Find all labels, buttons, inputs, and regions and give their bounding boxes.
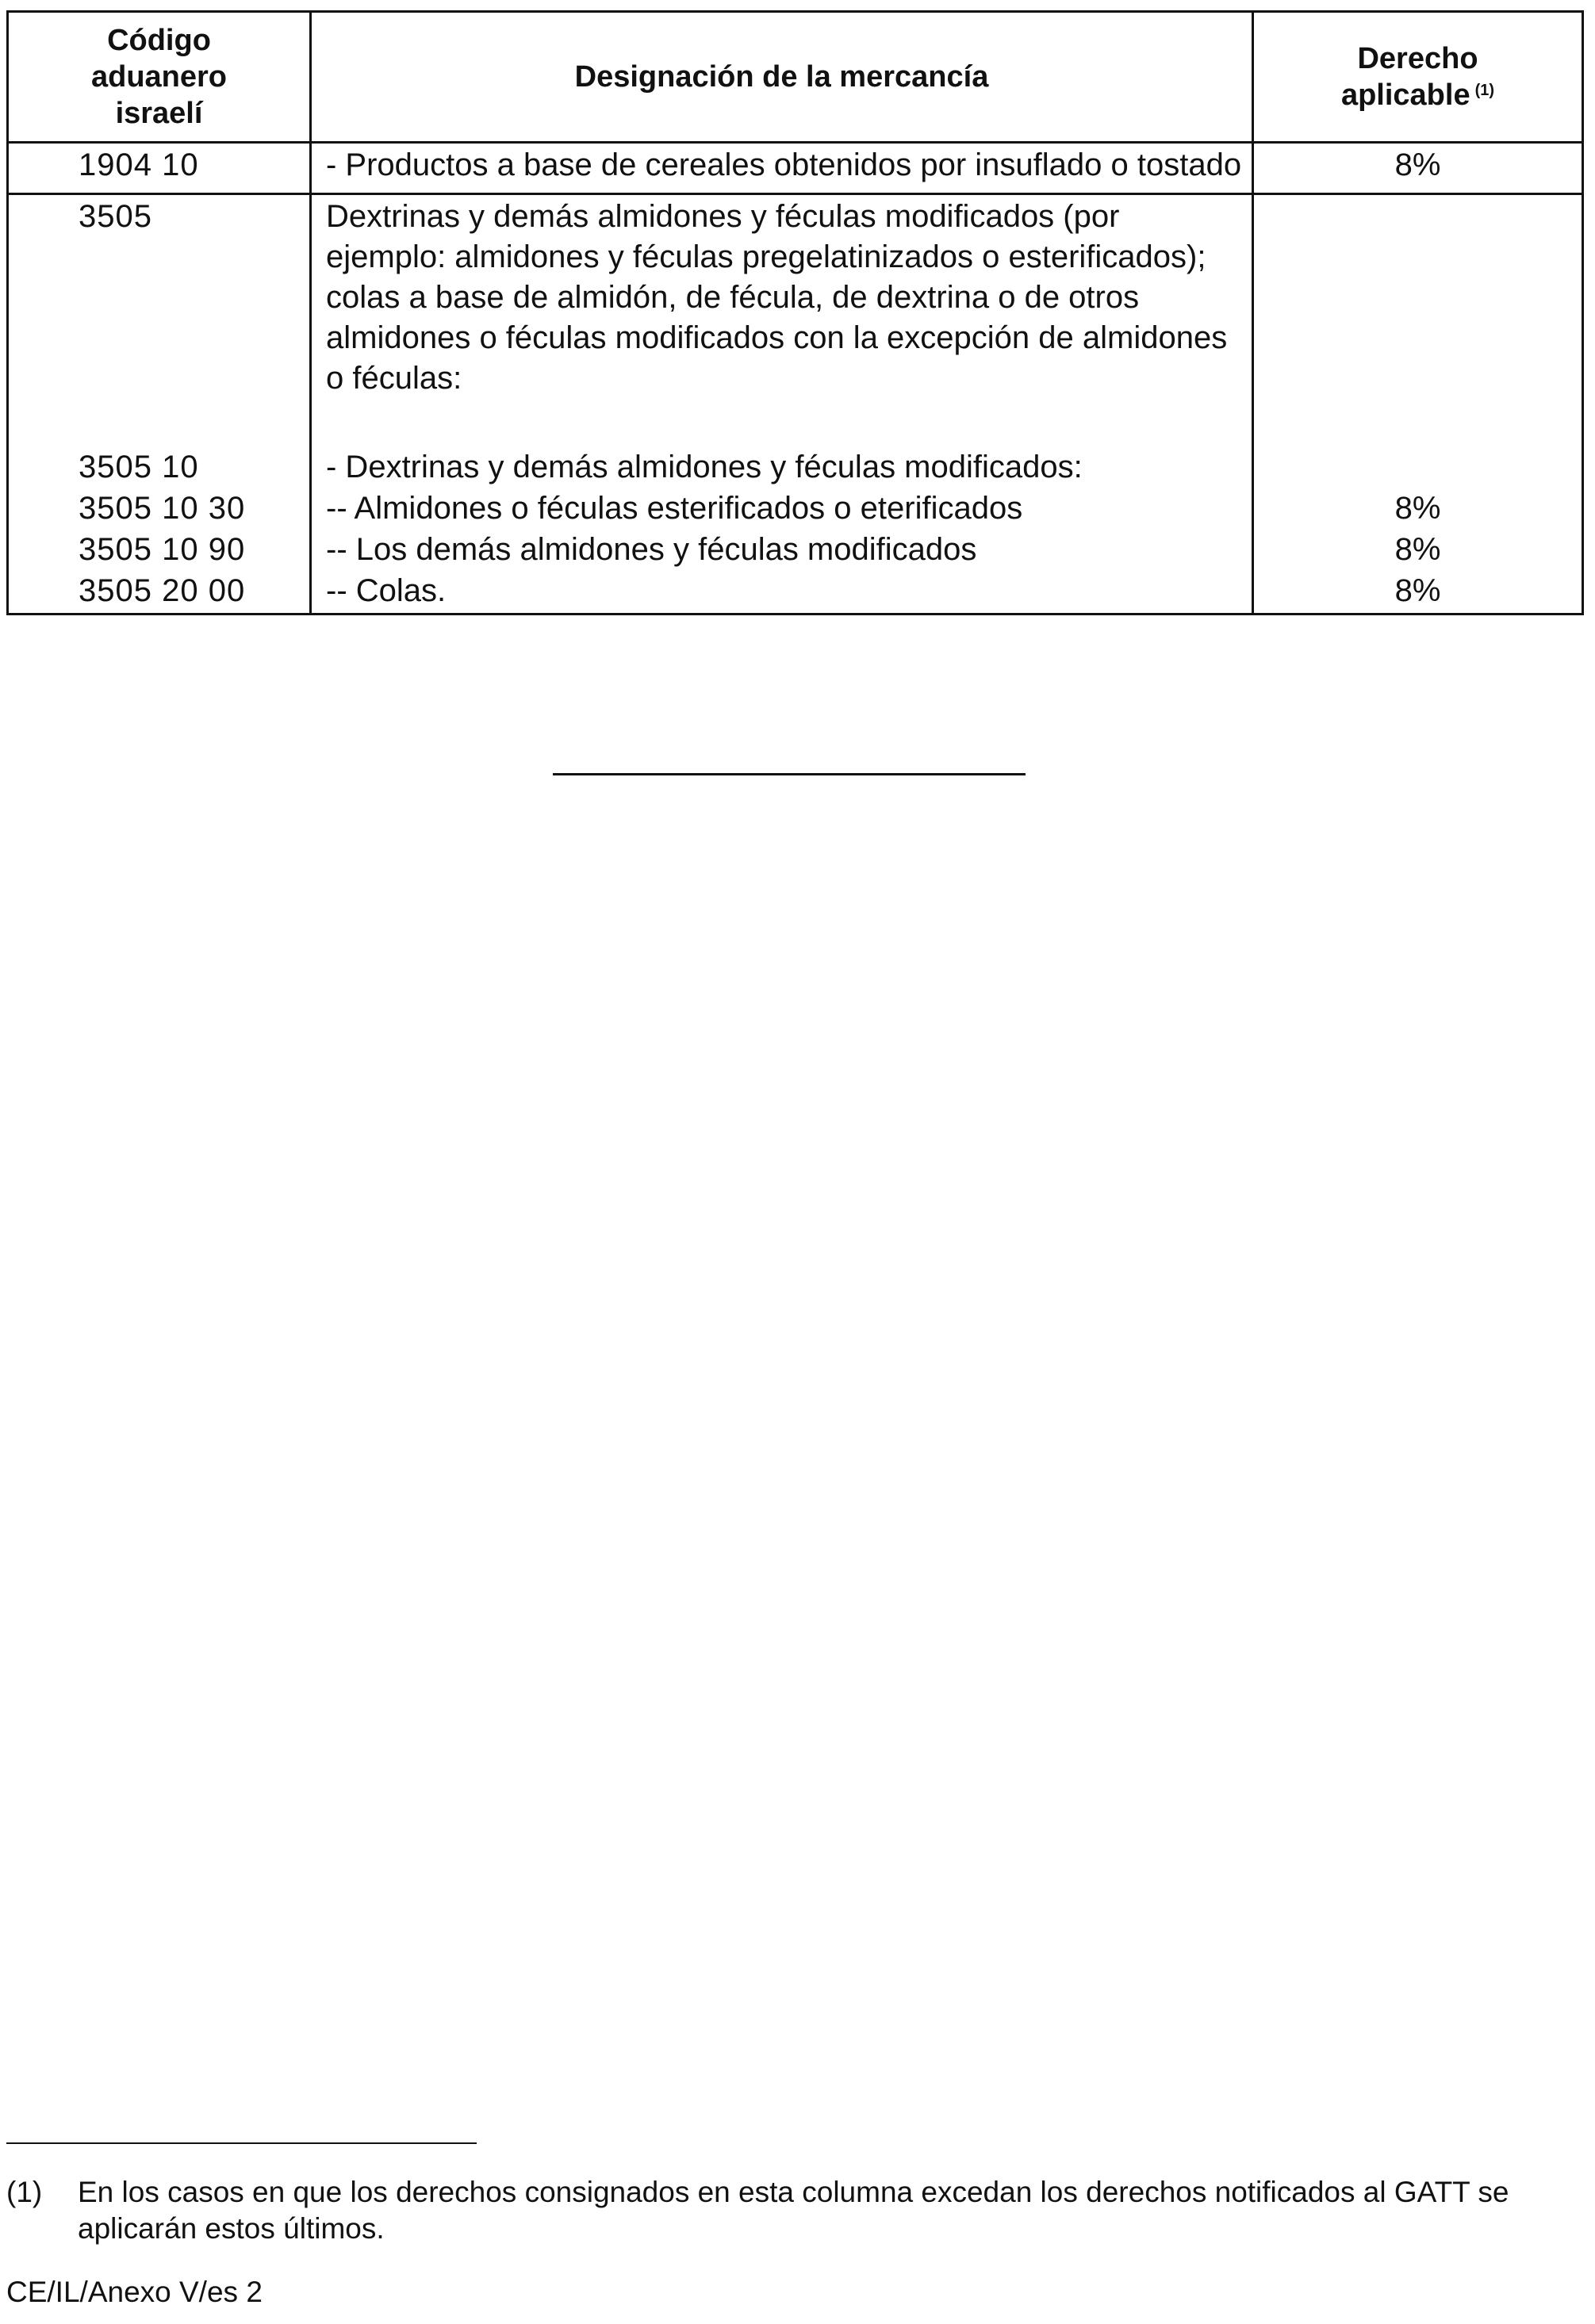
row-description: -- Los demás almidones y féculas modificados — [311, 529, 1253, 570]
footnote-text: En los casos en que los derechos consignados en esta columna excedan los derechos notificados al GATT se aplicarán estos últimos. — [78, 2176, 1509, 2245]
header-duty-line-2: aplicable — [1340, 78, 1470, 112]
row-duty — [1253, 446, 1583, 488]
row-duty — [1253, 194, 1583, 447]
tariff-table — [6, 10, 1584, 615]
header-duty-line-1: Derecho — [1357, 42, 1478, 75]
header-description-label: Designación de la mercancía — [574, 60, 989, 94]
row-code: 3505 10 30 — [8, 488, 311, 529]
table-row — [8, 446, 1583, 488]
row-code: 3505 — [8, 194, 311, 447]
footnote — [6, 2174, 1577, 2247]
row-duty: 8% — [1253, 570, 1583, 615]
footnote-reference[interactable]: (1) — [1474, 82, 1495, 99]
table-row — [8, 143, 1583, 194]
section-divider — [553, 773, 1026, 775]
header-code — [8, 12, 311, 143]
header-code-line-3: israelí — [115, 97, 203, 130]
row-duty: 8% — [1253, 143, 1583, 194]
header-code-line-1: Código — [107, 24, 211, 57]
table-row — [8, 488, 1583, 529]
table-row — [8, 529, 1583, 570]
row-description: -- Almidones o féculas esterificados o eterificados — [311, 488, 1253, 529]
row-duty: 8% — [1253, 529, 1583, 570]
row-code: 3505 10 — [8, 446, 311, 488]
row-code: 3505 10 90 — [8, 529, 311, 570]
header-duty — [1253, 12, 1583, 143]
row-description — [311, 143, 1253, 194]
header-row — [8, 12, 1583, 143]
row-description-text: - Productos a base de cereales obtenidos por insuflado o tostado — [326, 147, 1242, 182]
header-code-line-2: aduanero — [90, 60, 228, 94]
footnote-marker: (1) — [6, 2176, 43, 2208]
page-reference: CE/IL/Anexo V/es 2 — [6, 2276, 263, 2308]
table-row — [8, 570, 1583, 615]
row-description: -- Colas. — [311, 570, 1253, 615]
row-description: - Dextrinas y demás almidones y féculas modificados: — [311, 446, 1253, 488]
header-description — [311, 12, 1253, 143]
row-code: 3505 20 00 — [8, 570, 311, 615]
row-code: 1904 10 — [8, 143, 311, 194]
row-description: Dextrinas y demás almidones y féculas modificados (por ejemplo: almidones y féculas pregelatinizados o esterificados); colas a base de almidón, de fécula, de dextrina o de otros almidones o féculas modificados con la excepción de almidones o féculas: — [311, 194, 1253, 447]
row-duty: 8% — [1253, 488, 1583, 529]
table-row — [8, 194, 1583, 447]
footnote-divider — [6, 2142, 477, 2144]
